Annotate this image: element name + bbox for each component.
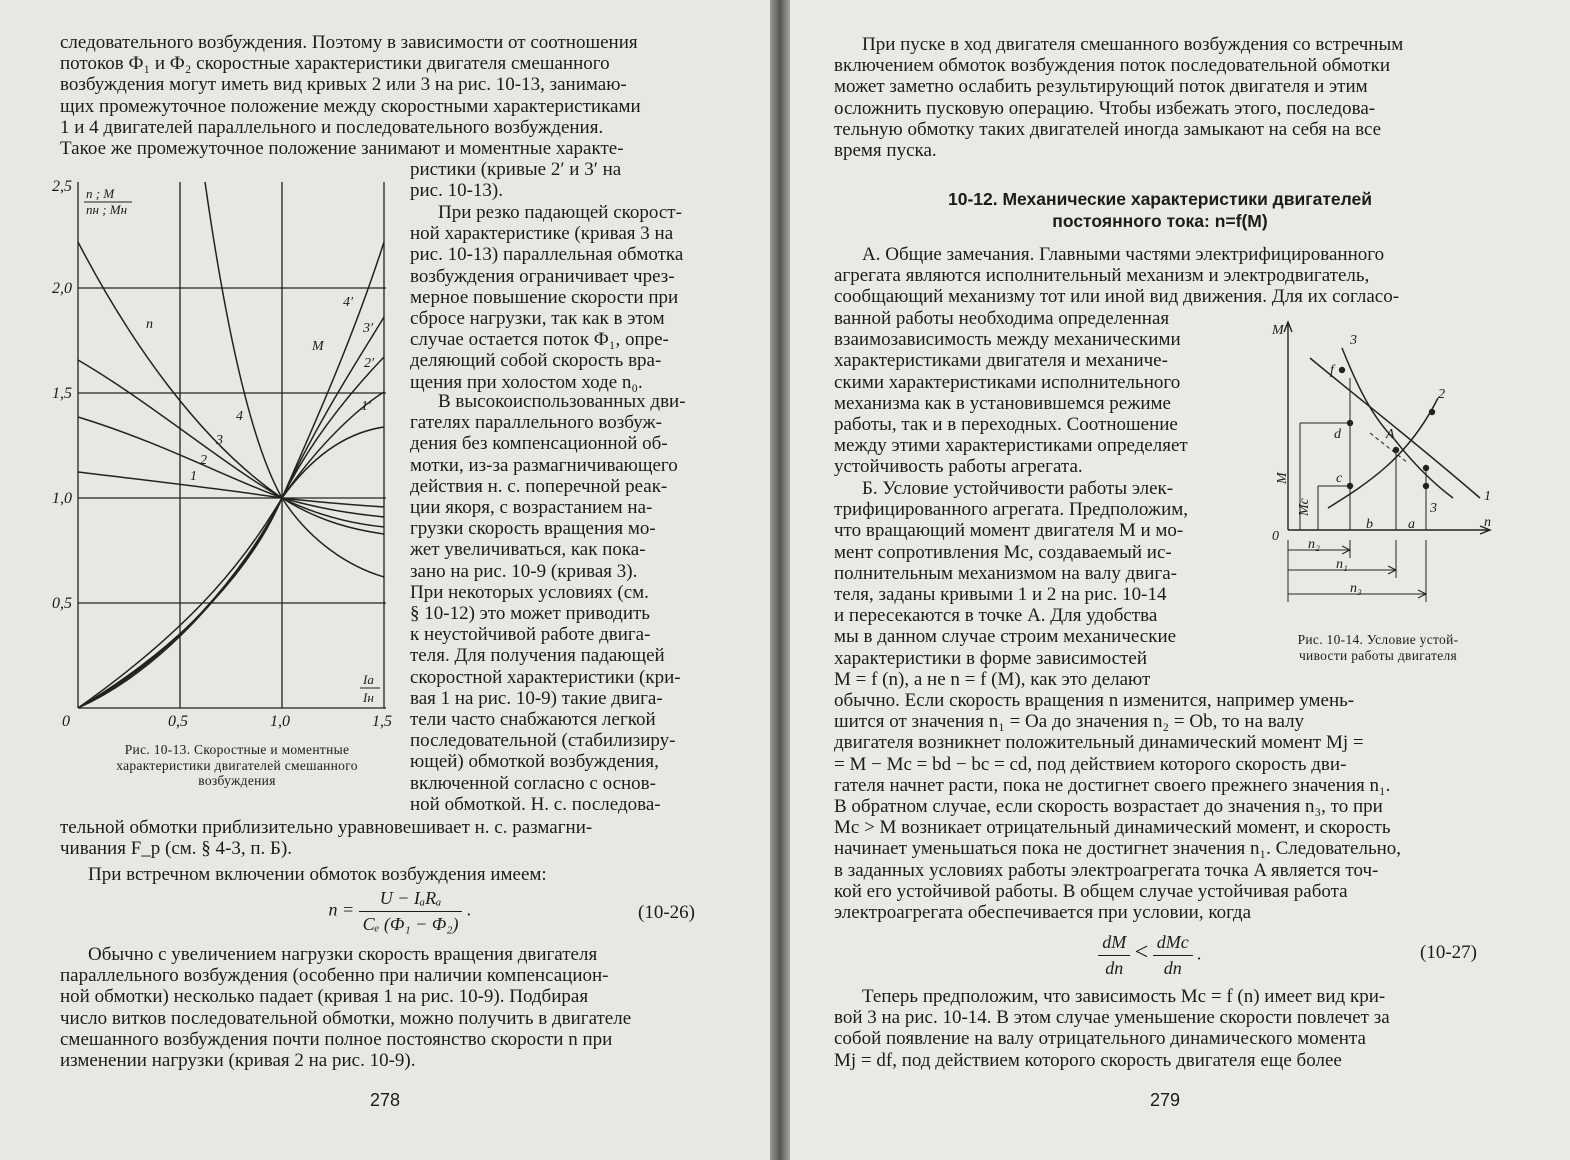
left-side-paragraph-2 bbox=[410, 202, 712, 393]
torque-curves bbox=[78, 242, 384, 708]
left-bottom-paragraph-1 bbox=[60, 817, 712, 859]
fig14-label: c bbox=[1336, 471, 1343, 486]
text-line: ванной работы необходима определенная bbox=[834, 308, 1170, 329]
text-line: теля. Для получения падающей bbox=[410, 645, 665, 667]
formula-right-fraction bbox=[1153, 932, 1193, 979]
text-line: щения при холостом ходе n₀. bbox=[410, 371, 643, 393]
formula-10-26 bbox=[310, 888, 490, 935]
fig14-label: 1 bbox=[1484, 489, 1491, 504]
curve-3prime bbox=[78, 317, 384, 708]
text-line: гателях параллельного возбуж- bbox=[410, 412, 662, 434]
formula-denominator: dn bbox=[1105, 958, 1124, 978]
caption-line: Рис. 10-14. Условие устой- bbox=[1297, 632, 1459, 647]
formula-left-fraction bbox=[1098, 932, 1130, 979]
text-line: грузки скорость вращения мо- bbox=[410, 518, 656, 540]
fig14-label: 0 bbox=[1272, 529, 1279, 544]
text-line: зано на рис. 10-9 (кривая 3). bbox=[410, 560, 638, 582]
fig14-label: M bbox=[1272, 323, 1284, 338]
text-line: осложнить пусковую операцию. Чтобы избежать этого, последова- bbox=[834, 97, 1376, 119]
text-line: время пуска. bbox=[834, 140, 937, 162]
curve-M bbox=[78, 427, 384, 708]
figure-10-13 bbox=[50, 172, 395, 732]
para-b-full bbox=[834, 690, 1486, 923]
text-line: гателя начнет расти, пока не достигнет своего прежнего значения n₁. bbox=[834, 774, 1391, 796]
y-tick: 2,0 bbox=[52, 280, 72, 297]
text-line: полнительным механизмом на валу двига- bbox=[834, 562, 1177, 584]
curve-label: 1 bbox=[190, 469, 197, 484]
text-line: двигателя возникнет положительный динамический момент Mj = bbox=[834, 732, 1364, 754]
text-line: При некоторых условиях (см. bbox=[410, 581, 649, 603]
x-axis-label-den: Iн bbox=[363, 690, 374, 705]
fig14-label: n bbox=[1484, 515, 1491, 530]
text-line: между этими характеристиками определяет bbox=[834, 435, 1188, 457]
equation-number: (10-27) bbox=[1420, 942, 1477, 963]
para-c bbox=[834, 986, 1486, 1071]
fig14-label: n₁ bbox=[1336, 557, 1348, 572]
text-line: устойчивость работы агрегата. bbox=[834, 456, 1083, 478]
text-line: При резко падающей скорост- bbox=[438, 202, 682, 223]
text-line: ции якоря, с возрастанием на- bbox=[410, 497, 653, 519]
formula-fraction bbox=[359, 888, 463, 935]
right-page bbox=[790, 0, 1570, 1160]
curve-label: 1′ bbox=[361, 399, 372, 414]
curve-2 bbox=[1328, 398, 1438, 508]
formula-denominator: dn bbox=[1163, 958, 1182, 978]
text-line: мент сопротивления Mс, создаваемый ис- bbox=[834, 541, 1172, 563]
text-line: деляющий собой скорость вра- bbox=[410, 350, 662, 372]
speed-curves bbox=[78, 182, 384, 577]
text-line: В высокоиспользованных дви- bbox=[438, 391, 686, 412]
text-line: чивания F_p (см. § 4-3, п. Б). bbox=[60, 838, 293, 860]
text-line: действия н. с. поперечной реак- bbox=[410, 475, 668, 497]
text-line: кой его устойчивой работы. В общем случае устойчивая работа bbox=[834, 880, 1348, 902]
text-line: При пуске в ход двигателя смешанного возбуждения со встречным bbox=[862, 34, 1404, 55]
formula-numerator: dM bbox=[1098, 932, 1130, 956]
text-line: Mс > M возникает отрицательный динамический момент, и скорость bbox=[834, 817, 1391, 839]
fig14-label: M bbox=[1275, 472, 1290, 484]
para-b-side bbox=[834, 478, 1238, 690]
formula-10-27 bbox=[1080, 932, 1220, 979]
x-tick: 0,5 bbox=[168, 713, 188, 730]
fig14-label: 2 bbox=[1438, 387, 1445, 402]
text-line: ющей) обмоткой возбуждения, bbox=[410, 751, 659, 773]
text-line: может заметно ослабить результирующий поток двигателя и этим bbox=[834, 76, 1368, 98]
text-line: ной характеристике (кривая 3 на bbox=[410, 223, 674, 245]
left-bottom-paragraph-2 bbox=[60, 864, 712, 885]
text-line: последовательной (стабилизиру- bbox=[410, 730, 676, 752]
text-line: скоростной характеристики (кри- bbox=[410, 666, 681, 688]
text-line: начинает уменьшаться пока не достигнет значения n₁. Следовательно, bbox=[834, 838, 1402, 860]
curve-4 bbox=[205, 182, 384, 577]
text-line: А. Общие замечания. Главными частями электрифицированного bbox=[862, 244, 1385, 265]
fig14-label: 3 bbox=[1350, 333, 1357, 348]
para-a-full bbox=[834, 244, 1486, 308]
curve-label: 3′ bbox=[363, 321, 374, 336]
x-tick: 0 bbox=[62, 713, 70, 730]
caption-line: Рис. 10-13. Скоростные и моментные bbox=[124, 742, 350, 757]
curve-label: 4′ bbox=[343, 295, 354, 310]
x-tick: 1,0 bbox=[270, 713, 290, 730]
curve-2 bbox=[78, 417, 384, 517]
text-line: ной обмоткой. Н. с. последова- bbox=[410, 793, 661, 815]
text-line: тельную обмотку таких двигателей иногда замыкают на себя на все bbox=[834, 118, 1382, 140]
text-line: ной обмотки) несколько падает (кривая 1 на рис. 10-9). Подбирая bbox=[60, 986, 589, 1008]
fig14-label: f bbox=[1330, 363, 1334, 378]
formula-tail: . bbox=[1197, 943, 1202, 964]
caption-line: возбуждения bbox=[198, 773, 276, 788]
fig14-label: Mc bbox=[1297, 498, 1312, 516]
text-line: к неустойчивой работе двига- bbox=[410, 624, 651, 646]
left-side-paragraph-1 bbox=[410, 159, 712, 201]
curve-1prime bbox=[78, 392, 384, 708]
text-line: агрегата являются исполнительный механизм и электродвигатель, bbox=[834, 265, 1370, 287]
fig14-label: d bbox=[1334, 427, 1341, 442]
page-number-left: 278 bbox=[370, 1090, 401, 1110]
text-line: шится от значения n₁ = Oa до значения n₂ = Ob, то на валу bbox=[834, 711, 1305, 733]
text-line: § 10-12) это может приводить bbox=[410, 603, 650, 625]
text-line: щих промежуточное положение между скоростными характеристиками bbox=[60, 95, 641, 117]
left-bottom-paragraph-3 bbox=[60, 944, 712, 1071]
text-line: скими характеристиками исполнительного bbox=[834, 371, 1181, 393]
text-line: рис. 10-13). bbox=[410, 180, 504, 202]
y-tick-top: 2,5 bbox=[52, 178, 72, 195]
y-axis-label-num: n ; M bbox=[86, 186, 115, 201]
text-line: возбуждения ограничивает чрез- bbox=[410, 265, 675, 287]
text-line: обычно. Если скорость вращения n изменится, например умень- bbox=[834, 690, 1355, 711]
text-line: В обратном случае, если скорость возрастает до значения n₃, то при bbox=[834, 796, 1383, 818]
text-line: жет увеличиваться, как пока- bbox=[410, 539, 646, 561]
text-line: в заданных условиях работы электроагрегата точка A является точ- bbox=[834, 859, 1379, 881]
text-line: что вращающий момент двигателя M и мо- bbox=[834, 520, 1184, 542]
text-line: следовательного возбуждения. Поэтому в зависимости от соотношения bbox=[60, 32, 638, 53]
text-line: рис. 10-13) параллельная обмотка bbox=[410, 244, 684, 266]
text-line: теля, заданы кривыми 1 и 2 на рис. 10-14 bbox=[834, 584, 1167, 606]
formula-operator: < bbox=[1134, 939, 1149, 966]
text-line: Обычно с увеличением нагрузки скорость вращения двигателя bbox=[88, 944, 598, 965]
text-line: мы в данном случае строим механические bbox=[834, 626, 1177, 648]
x-axis-label-num: Ia bbox=[363, 672, 374, 687]
curve-4prime bbox=[78, 242, 384, 708]
text-line: трифицированного агрегата. Предположим, bbox=[834, 499, 1189, 521]
caption-line: характеристики двигателей смешанного bbox=[116, 757, 358, 773]
formula-lhs: n = bbox=[328, 899, 355, 920]
left-page bbox=[0, 0, 770, 1160]
right-top-paragraph bbox=[834, 34, 1486, 161]
text-line: тели часто снабжаются легкой bbox=[410, 709, 656, 731]
text-line: При встречном включении обмоток возбуждения имеем: bbox=[88, 864, 547, 885]
figure-10-14-caption bbox=[1258, 632, 1498, 663]
curve-label: 4 bbox=[236, 409, 243, 424]
y-tick: 1,5 bbox=[52, 385, 72, 402]
fig14-label: a bbox=[1408, 517, 1415, 532]
text-line: вой 3 на рис. 10-14. В этом случае уменьшение скорости повлечет за bbox=[834, 1007, 1390, 1029]
text-line: вая 1 на рис. 10-9) такие двига- bbox=[410, 687, 663, 709]
text-line: 1 и 4 двигателей параллельного и последовательного возбуждения. bbox=[60, 116, 604, 138]
page-number-right: 279 bbox=[1150, 1090, 1181, 1110]
y-axis-label-den: nн ; Mн bbox=[86, 202, 128, 217]
text-line: мотки, из-за размагничивающего bbox=[410, 454, 678, 476]
text-line: и пересекаются в точке A. Для удобства bbox=[834, 605, 1158, 627]
fig14-label: 3 bbox=[1430, 501, 1437, 516]
x-tick: 1,5 bbox=[372, 713, 392, 730]
text-line: работы, так и в переходных. Соотношение bbox=[834, 414, 1178, 436]
text-line: ристики (кривые 2′ и 3′ на bbox=[410, 159, 622, 180]
y-tick: 0,5 bbox=[52, 595, 72, 612]
formula-denominator: Cₑ (Ф₁ − Ф₂) bbox=[362, 914, 459, 934]
y-tick: 1,0 bbox=[52, 490, 72, 507]
text-line: Теперь предположим, что зависимость Mс = f (n) имеет вид кри- bbox=[862, 986, 1386, 1007]
text-line: включенной согласно с основ- bbox=[410, 772, 656, 794]
heading-line: постоянного тока: n=f(M) bbox=[1052, 211, 1268, 231]
text-line: включением обмоток возбуждения поток последовательной обмотки bbox=[834, 55, 1391, 77]
text-line: характеристиками двигателя и механиче- bbox=[834, 350, 1168, 372]
formula-numerator: dMс bbox=[1153, 932, 1193, 956]
fig14-label: b bbox=[1366, 517, 1373, 532]
text-line: механизма как в установившемся режиме bbox=[834, 392, 1171, 414]
figure-10-14 bbox=[1258, 318, 1498, 618]
text-line: параллельного возбуждения (особенно при наличии компенсацион- bbox=[60, 965, 609, 987]
text-line: возбуждения могут иметь вид кривых 2 или 3 на рис. 10-13, занимаю- bbox=[60, 74, 627, 96]
curve-2prime bbox=[78, 357, 384, 708]
formula-numerator: U − IₐRₐ bbox=[359, 888, 463, 912]
text-line: Такое же промежуточное положение занимают и моментные характе- bbox=[60, 138, 624, 160]
text-line: число витков последовательной обмотки, можно получить в двигателе bbox=[60, 1007, 632, 1029]
curve-label: M bbox=[312, 339, 324, 354]
text-line: взаимозависимость между механическими bbox=[834, 329, 1181, 351]
fig14-label: n₂ bbox=[1308, 537, 1320, 552]
text-line: дения без компенсационной об- bbox=[410, 433, 668, 455]
text-line: мерное повышение скорости при bbox=[410, 286, 679, 308]
curve-label: 2 bbox=[200, 453, 207, 468]
text-line: Б. Условие устойчивости работы элек- bbox=[862, 478, 1174, 499]
curve-3 bbox=[1342, 348, 1453, 498]
formula-tail: . bbox=[466, 899, 472, 920]
left-side-paragraph-3 bbox=[410, 391, 712, 815]
text-line: потоков Ф₁ и Ф₂ скоростные характеристики двигателя смешанного bbox=[60, 53, 610, 75]
curve-label: 3 bbox=[216, 433, 223, 448]
fig14-label: A bbox=[1386, 427, 1395, 442]
text-line: собой появление на валу отрицательного динамического момента bbox=[834, 1028, 1366, 1050]
section-heading bbox=[834, 188, 1486, 232]
text-line: характеристики в форме зависимостей bbox=[834, 647, 1148, 669]
text-line: Mj = df, под действием которого скорость двигателя еще более bbox=[834, 1049, 1342, 1071]
left-top-paragraph bbox=[60, 32, 712, 159]
heading-line: 10-12. Механические характеристики двигателей bbox=[947, 189, 1373, 209]
text-line: сбросе нагрузки, так как в этом bbox=[410, 308, 665, 330]
para-a-side bbox=[834, 308, 1238, 478]
text-line: M = f (n), а не n = f (M), как это делают bbox=[834, 668, 1151, 690]
text-line: = M − Mс = bd − bc = cd, под действием которого скорость дви- bbox=[834, 753, 1347, 775]
text-line: сообщающий механизму тот или иной вид движения. Для их согласо- bbox=[834, 286, 1400, 308]
text-line: электроагрегата обеспечивается при условии, когда bbox=[834, 902, 1252, 924]
text-line: случае остается поток Ф₁, опре- bbox=[410, 329, 669, 351]
text-line: изменении нагрузки (кривая 2 на рис. 10-9). bbox=[60, 1050, 416, 1072]
fig14-label: n₃ bbox=[1350, 581, 1362, 596]
caption-line: чивости работы двигателя bbox=[1298, 647, 1458, 663]
curve-label: 2′ bbox=[364, 356, 375, 371]
equation-number: (10-26) bbox=[638, 902, 695, 923]
book-gutter bbox=[770, 0, 790, 1160]
text-line: смешанного возбуждения почти полное постоянство скорости n при bbox=[60, 1028, 613, 1050]
figure-10-13-caption bbox=[86, 742, 388, 789]
text-line: тельной обмотки приблизительно уравновешивает н. с. размагни- bbox=[60, 817, 593, 838]
curve-label: n bbox=[146, 317, 153, 332]
